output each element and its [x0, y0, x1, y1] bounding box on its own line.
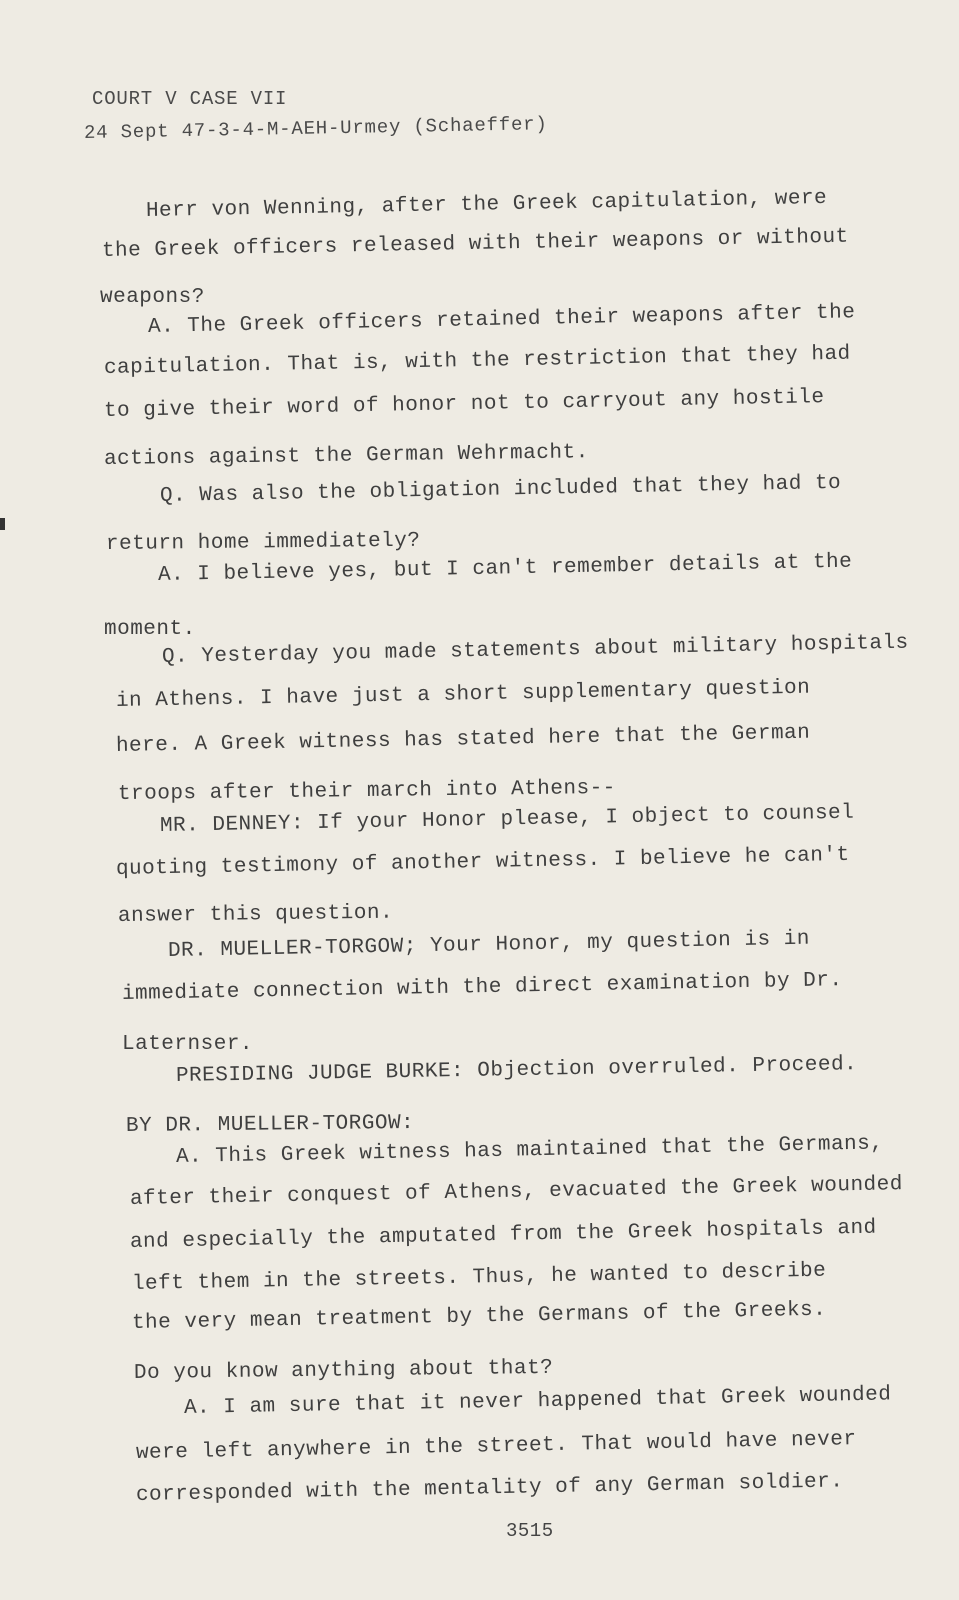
text-line-16: MR. DENNEY: If your Honor please, I object to counsel [159, 801, 855, 838]
text-line-13: in Athens. I have just a short supplementary question [115, 676, 811, 713]
text-line-22: PRESIDING JUDGE BURKE: Objection overruled. Proceed. [175, 1053, 858, 1088]
text-line-28: the very mean treatment by the Germans of the Greeks. [131, 1298, 827, 1335]
margin-mark [0, 518, 5, 530]
text-line-31: were left anywhere in the street. That would have never [135, 1428, 857, 1465]
text-line-29: Do you know anything about that? [133, 1356, 554, 1385]
text-line-9: return home immediately? [105, 529, 421, 556]
text-line-5: capitulation. That is, with the restriction that they had [103, 342, 851, 380]
text-line-4: A. The Greek officers retained their weapons after the [147, 301, 856, 339]
text-line-2: the Greek officers released with their weapons or without [101, 225, 849, 263]
text-line-18: answer this question. [117, 901, 394, 928]
text-line-1: Herr von Wenning, after the Greek capitulation, were [145, 186, 828, 223]
text-line-20: immediate connection with the direct examination by Dr. [121, 969, 843, 1006]
text-line-27: left them in the streets. Thus, he wanted to describe [131, 1259, 827, 1296]
text-line-10: A. I believe yes, but I can't remember details at the [157, 550, 853, 587]
text-line-21: Laternser. [122, 1033, 254, 1056]
text-line-8: Q. Was also the obligation included that they had to [159, 471, 842, 508]
text-line-6: to give their word of honor not to carryout any hostile [103, 386, 825, 423]
text-line-24: A. This Greek witness has maintained that the Germans, [175, 1132, 884, 1169]
session-line: 24 Sept 47-3-4-M-AEH-Urmey (Schaeffer) [83, 113, 548, 144]
text-line-17: quoting testimony of another witness. I believe he can't [115, 843, 850, 881]
text-line-7: actions against the German Wehrmacht. [103, 441, 589, 471]
text-line-14: here. A Greek witness has stated here that the German [115, 721, 811, 758]
text-line-25: after their conquest of Athens, evacuated the Greek wounded [129, 1173, 904, 1211]
text-line-32: corresponded with the mentality of any German soldier. [135, 1470, 844, 1507]
text-line-23: BY DR. MUELLER-TORGOW: [125, 1111, 415, 1138]
text-line-19: DR. MUELLER-TORGOW; Your Honor, my question is in [167, 927, 811, 963]
text-line-26: and especially the amputated from the Greek hospitals and [129, 1216, 877, 1254]
text-line-12: Q. Yesterday you made statements about military hospitals [161, 631, 909, 669]
text-line-11: moment. [104, 618, 196, 641]
court-case-header: COURT V CASE VII [92, 88, 288, 110]
text-line-15: troops after their march into Athens-- [117, 776, 616, 806]
text-line-3: weapons? [100, 286, 205, 309]
text-line-30: A. I am sure that it never happened that Greek wounded [183, 1383, 892, 1420]
page-number: 3515 [506, 1520, 554, 1542]
